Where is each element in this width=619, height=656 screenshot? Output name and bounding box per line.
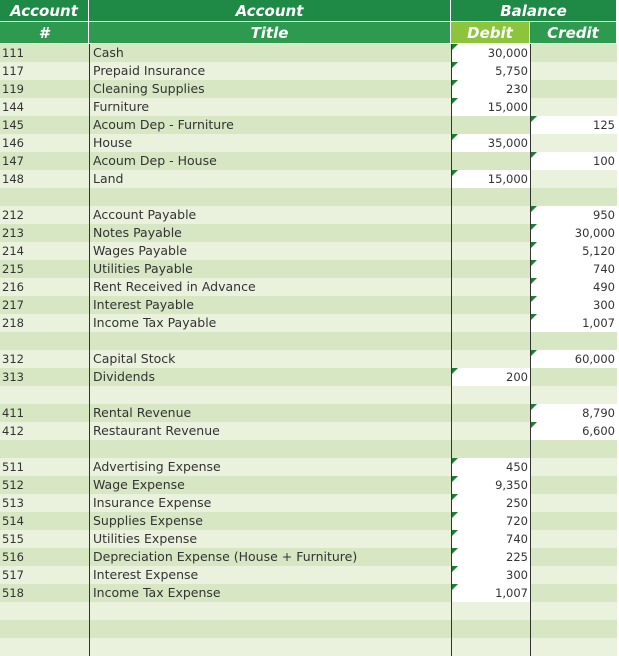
account-number-cell-text: 312 [2,352,24,366]
account-title-cell[interactable] [89,620,451,638]
credit-cell[interactable] [530,386,617,404]
credit-cell-text: 125 [593,118,615,132]
debit-cell[interactable] [451,314,530,332]
debit-cell[interactable] [451,620,530,638]
account-number-cell[interactable] [0,44,89,62]
table-row [0,512,617,530]
debit-cell[interactable] [451,548,530,566]
account-number-cell-text: 111 [2,46,24,60]
header-row-bottom [0,22,617,44]
debit-cell[interactable] [451,584,530,602]
account-title-cell[interactable] [89,314,451,332]
account-number-cell[interactable] [0,314,89,332]
debit-cell[interactable] [451,422,530,440]
account-number-cell[interactable] [0,476,89,494]
debit-cell[interactable] [451,296,530,314]
debit-cell[interactable] [451,386,530,404]
header-row-top [0,0,617,22]
account-title-cell[interactable] [89,458,451,476]
debit-cell-text: 740 [506,532,528,546]
account-title-cell[interactable] [89,134,451,152]
account-number-cell[interactable] [0,152,89,170]
table-row [0,116,617,134]
table-row [0,80,617,98]
account-title-cell[interactable] [89,170,451,188]
debit-cell[interactable] [451,332,530,350]
table-row [0,530,617,548]
account-title-cell[interactable] [89,386,451,404]
account-title-cell[interactable] [89,62,451,80]
cell-indicator-icon [531,296,537,302]
table-row [0,170,617,188]
account-number-cell-text: 117 [2,64,24,78]
debit-cell[interactable] [451,170,530,188]
debit-cell[interactable] [451,350,530,368]
debit-cell-text: 15,000 [487,100,528,114]
table-row [0,332,617,350]
account-title-cell[interactable] [89,494,451,512]
credit-cell[interactable] [530,134,617,152]
credit-cell[interactable] [530,224,617,242]
credit-cell[interactable] [530,638,617,656]
account-title-cell-text: Income Tax Payable [93,315,217,330]
table-row [0,314,617,332]
account-title-cell-text: Interest Payable [93,297,194,312]
account-number-cell-text: 214 [2,244,24,258]
account-number-cell-text: 119 [2,82,24,96]
account-number-cell-text: 146 [2,136,24,150]
table-row [0,44,617,62]
table-row [0,548,617,566]
account-number-cell[interactable] [0,638,89,656]
credit-cell[interactable] [530,170,617,188]
credit-cell[interactable] [530,584,617,602]
debit-cell-text: 225 [506,550,528,564]
account-title-cell-text: Cash [93,45,124,60]
credit-cell[interactable] [530,404,617,422]
account-title-cell[interactable] [89,116,451,134]
account-title-cell[interactable] [89,350,451,368]
cell-indicator-icon [531,404,537,410]
account-title-cell[interactable] [89,278,451,296]
account-title-cell[interactable] [89,242,451,260]
account-title-cell-text: Rental Revenue [93,405,192,420]
credit-cell[interactable] [530,314,617,332]
cell-indicator-icon [452,368,458,374]
account-number-cell-text: 514 [2,514,24,528]
credit-cell[interactable] [530,332,617,350]
credit-cell-text: 5,120 [582,244,615,258]
table-row [0,476,617,494]
account-number-cell-text: 412 [2,424,24,438]
account-number-cell[interactable] [0,530,89,548]
debit-cell-text: 230 [506,82,528,96]
debit-cell[interactable] [451,494,530,512]
header-credit[interactable]: Credit [530,22,617,44]
account-number-cell[interactable] [0,386,89,404]
table-row [0,386,617,404]
account-title-cell[interactable] [89,206,451,224]
account-number-cell-text: 212 [2,208,24,222]
credit-cell[interactable] [530,80,617,98]
table-row [0,278,617,296]
cell-indicator-icon [531,260,537,266]
table-row [0,242,617,260]
account-number-cell[interactable] [0,422,89,440]
credit-cell[interactable] [530,548,617,566]
account-title-cell-text: House [93,135,133,150]
credit-cell[interactable] [530,206,617,224]
account-number-cell[interactable] [0,170,89,188]
debit-cell-text: 15,000 [487,172,528,186]
cell-indicator-icon [452,44,458,50]
debit-cell[interactable] [451,44,530,62]
account-title-cell[interactable] [89,44,451,62]
credit-cell-text: 1,007 [582,316,615,330]
account-title-cell-text: Supplies Expense [93,513,203,528]
credit-cell-text: 740 [593,262,615,276]
table-row [0,440,617,458]
cell-indicator-icon [452,134,458,140]
account-number-cell[interactable] [0,440,89,458]
credit-cell[interactable] [530,458,617,476]
account-number-cell-text: 518 [2,586,24,600]
account-number-cell[interactable] [0,602,89,620]
account-number-cell[interactable] [0,116,89,134]
cell-indicator-icon [452,80,458,86]
debit-cell[interactable] [451,116,530,134]
debit-cell[interactable] [451,152,530,170]
ledger-rows [0,44,617,656]
table-row [0,404,617,422]
table-row [0,494,617,512]
account-number-cell[interactable] [0,458,89,476]
cell-indicator-icon [531,314,537,320]
table-row [0,224,617,242]
account-title-cell-text: Dividends [93,369,155,384]
debit-cell-text: 30,000 [487,46,528,60]
account-number-cell-text: 411 [2,406,24,420]
table-row [0,566,617,584]
debit-cell[interactable] [451,242,530,260]
debit-cell[interactable] [451,458,530,476]
account-number-cell-text: 148 [2,172,24,186]
account-title-cell-text: Depreciation Expense (House + Furniture) [93,549,358,564]
account-title-cell-text: Cleaning Supplies [93,81,205,96]
account-number-cell[interactable] [0,620,89,638]
account-title-cell[interactable] [89,332,451,350]
cell-indicator-icon [531,152,537,158]
account-title-cell[interactable] [89,602,451,620]
account-number-cell-text: 144 [2,100,24,114]
cell-indicator-icon [452,566,458,572]
credit-cell[interactable] [530,98,617,116]
table-row [0,98,617,116]
credit-cell[interactable] [530,188,617,206]
debit-cell-text: 250 [506,496,528,510]
table-row [0,620,617,638]
cell-indicator-icon [452,530,458,536]
account-title-cell-text: Utilities Expense [93,531,198,546]
debit-cell[interactable] [451,278,530,296]
debit-cell[interactable] [451,260,530,278]
account-number-cell-text: 215 [2,262,24,276]
credit-cell-text: 490 [593,280,615,294]
table-row [0,422,617,440]
cell-indicator-icon [531,242,537,248]
cell-indicator-icon [452,98,458,104]
debit-cell[interactable] [451,188,530,206]
credit-cell-text: 60,000 [574,352,615,366]
cell-indicator-icon [531,278,537,284]
account-title-cell[interactable] [89,152,451,170]
account-title-cell-text: Acoum Dep - House [93,153,217,168]
debit-cell-text: 35,000 [487,136,528,150]
debit-cell[interactable] [451,476,530,494]
account-number-cell[interactable] [0,62,89,80]
credit-cell[interactable] [530,260,617,278]
credit-cell-text: 30,000 [574,226,615,240]
account-title-cell[interactable] [89,548,451,566]
account-number-cell[interactable] [0,494,89,512]
debit-cell[interactable] [451,566,530,584]
account-number-cell[interactable] [0,188,89,206]
cell-indicator-icon [452,494,458,500]
account-number-cell-text: 147 [2,154,24,168]
account-title-cell[interactable] [89,440,451,458]
account-number-cell-text: 145 [2,118,24,132]
debit-cell[interactable] [451,440,530,458]
cell-indicator-icon [531,422,537,428]
credit-cell[interactable] [530,512,617,530]
account-title-cell-text: Acoum Dep - Furniture [93,117,234,132]
account-number-cell[interactable] [0,278,89,296]
account-number-cell-text: 513 [2,496,24,510]
account-title-cell[interactable] [89,98,451,116]
account-number-cell-text: 512 [2,478,24,492]
debit-cell-text: 720 [506,514,528,528]
account-number-cell-text: 515 [2,532,24,546]
table-row [0,584,617,602]
debit-cell[interactable] [451,512,530,530]
account-title-cell-text: Land [93,171,124,186]
account-number-cell-text: 511 [2,460,24,474]
credit-cell[interactable] [530,350,617,368]
debit-cell[interactable] [451,134,530,152]
account-number-cell[interactable] [0,368,89,386]
debit-cell[interactable] [451,62,530,80]
credit-cell[interactable] [530,476,617,494]
cell-indicator-icon [531,350,537,356]
debit-cell[interactable] [451,404,530,422]
cell-indicator-icon [452,62,458,68]
account-title-cell[interactable] [89,476,451,494]
table-row [0,260,617,278]
header-account-title[interactable]: Title [89,22,451,44]
account-number-cell[interactable] [0,260,89,278]
account-number-cell[interactable] [0,98,89,116]
account-title-cell-text: Capital Stock [93,351,176,366]
account-title-cell-text: Utilities Payable [93,261,193,276]
credit-cell[interactable] [530,530,617,548]
cell-indicator-icon [531,116,537,122]
account-title-cell-text: Account Payable [93,207,197,222]
header-account-label[interactable]: Account [0,0,89,22]
account-title-cell[interactable] [89,638,451,656]
account-number-cell-text: 313 [2,370,24,384]
account-title-cell[interactable] [89,224,451,242]
account-title-cell[interactable] [89,512,451,530]
debit-cell[interactable] [451,98,530,116]
credit-cell-text: 8,790 [582,406,615,420]
account-title-cell-text: Notes Payable [93,225,182,240]
account-title-cell[interactable] [89,404,451,422]
account-title-cell-text: Income Tax Expense [93,585,221,600]
credit-cell[interactable] [530,368,617,386]
account-title-cell[interactable] [89,80,451,98]
table-row [0,350,617,368]
credit-cell[interactable] [530,278,617,296]
debit-cell[interactable] [451,224,530,242]
credit-cell[interactable] [530,116,617,134]
header-account-number[interactable]: # [0,22,89,44]
table-row [0,188,617,206]
header-balance-label[interactable]: Balance [451,0,617,22]
account-number-cell[interactable] [0,206,89,224]
account-number-cell-text: 517 [2,568,24,582]
account-number-cell[interactable] [0,566,89,584]
table-row [0,602,617,620]
header-debit[interactable]: Debit [451,22,530,44]
debit-cell-text: 300 [506,568,528,582]
account-number-cell[interactable] [0,80,89,98]
account-title-cell[interactable] [89,584,451,602]
table-row [0,206,617,224]
cell-indicator-icon [452,548,458,554]
account-title-cell[interactable] [89,422,451,440]
account-title-cell[interactable] [89,296,451,314]
cell-indicator-icon [452,512,458,518]
cell-indicator-icon [531,224,537,230]
account-title-cell[interactable] [89,260,451,278]
account-title-cell[interactable] [89,530,451,548]
credit-cell[interactable] [530,440,617,458]
credit-cell-text: 950 [593,208,615,222]
account-number-cell[interactable] [0,350,89,368]
credit-cell-text: 300 [593,298,615,312]
account-number-cell[interactable] [0,404,89,422]
debit-cell[interactable] [451,206,530,224]
cell-indicator-icon [452,170,458,176]
account-number-cell[interactable] [0,296,89,314]
credit-cell[interactable] [530,494,617,512]
account-number-cell[interactable] [0,512,89,530]
account-title-cell-text: Prepaid Insurance [93,63,206,78]
credit-cell[interactable] [530,422,617,440]
table-row [0,368,617,386]
debit-cell[interactable] [451,368,530,386]
account-title-cell-text: Interest Expense [93,567,199,582]
header-account-title-top[interactable]: Account [89,0,451,22]
account-number-cell-text: 516 [2,550,24,564]
credit-cell[interactable] [530,620,617,638]
account-title-cell-text: Advertising Expense [93,459,221,474]
account-title-cell[interactable] [89,188,451,206]
debit-cell-text: 200 [506,370,528,384]
credit-cell[interactable] [530,566,617,584]
table-row [0,62,617,80]
account-number-cell[interactable] [0,224,89,242]
debit-cell[interactable] [451,80,530,98]
account-number-cell[interactable] [0,134,89,152]
account-number-cell-text: 213 [2,226,24,240]
credit-cell[interactable] [530,296,617,314]
account-title-cell-text: Insurance Expense [93,495,212,510]
cell-indicator-icon [452,458,458,464]
account-number-cell[interactable] [0,242,89,260]
debit-cell[interactable] [451,602,530,620]
cell-indicator-icon [531,206,537,212]
credit-cell-text: 100 [593,154,615,168]
credit-cell-text: 6,600 [582,424,615,438]
account-title-cell-text: Furniture [93,99,150,114]
debit-cell[interactable] [451,638,530,656]
debit-cell[interactable] [451,530,530,548]
account-title-cell-text: Restaurant Revenue [93,423,220,438]
cell-indicator-icon [452,476,458,482]
table-row [0,296,617,314]
credit-cell[interactable] [530,602,617,620]
debit-cell-text: 1,007 [495,586,528,600]
account-title-cell-text: Wages Payable [93,243,188,258]
table-row [0,458,617,476]
account-title-cell[interactable] [89,566,451,584]
table-row [0,638,617,656]
account-number-cell[interactable] [0,548,89,566]
credit-cell[interactable] [530,152,617,170]
cell-indicator-icon [452,584,458,590]
account-number-cell-text: 216 [2,280,24,294]
account-number-cell-text: 218 [2,316,24,330]
credit-cell[interactable] [530,62,617,80]
table-row [0,152,617,170]
table-row [0,134,617,152]
credit-cell[interactable] [530,242,617,260]
debit-cell-text: 450 [506,460,528,474]
account-title-cell-text: Wage Expense [93,477,185,492]
account-number-cell[interactable] [0,584,89,602]
debit-cell-text: 5,750 [495,64,528,78]
debit-cell-text: 9,350 [495,478,528,492]
account-number-cell-text: 217 [2,298,24,312]
account-number-cell[interactable] [0,332,89,350]
account-title-cell[interactable] [89,368,451,386]
account-title-cell-text: Rent Received in Advance [93,279,256,294]
credit-cell[interactable] [530,44,617,62]
